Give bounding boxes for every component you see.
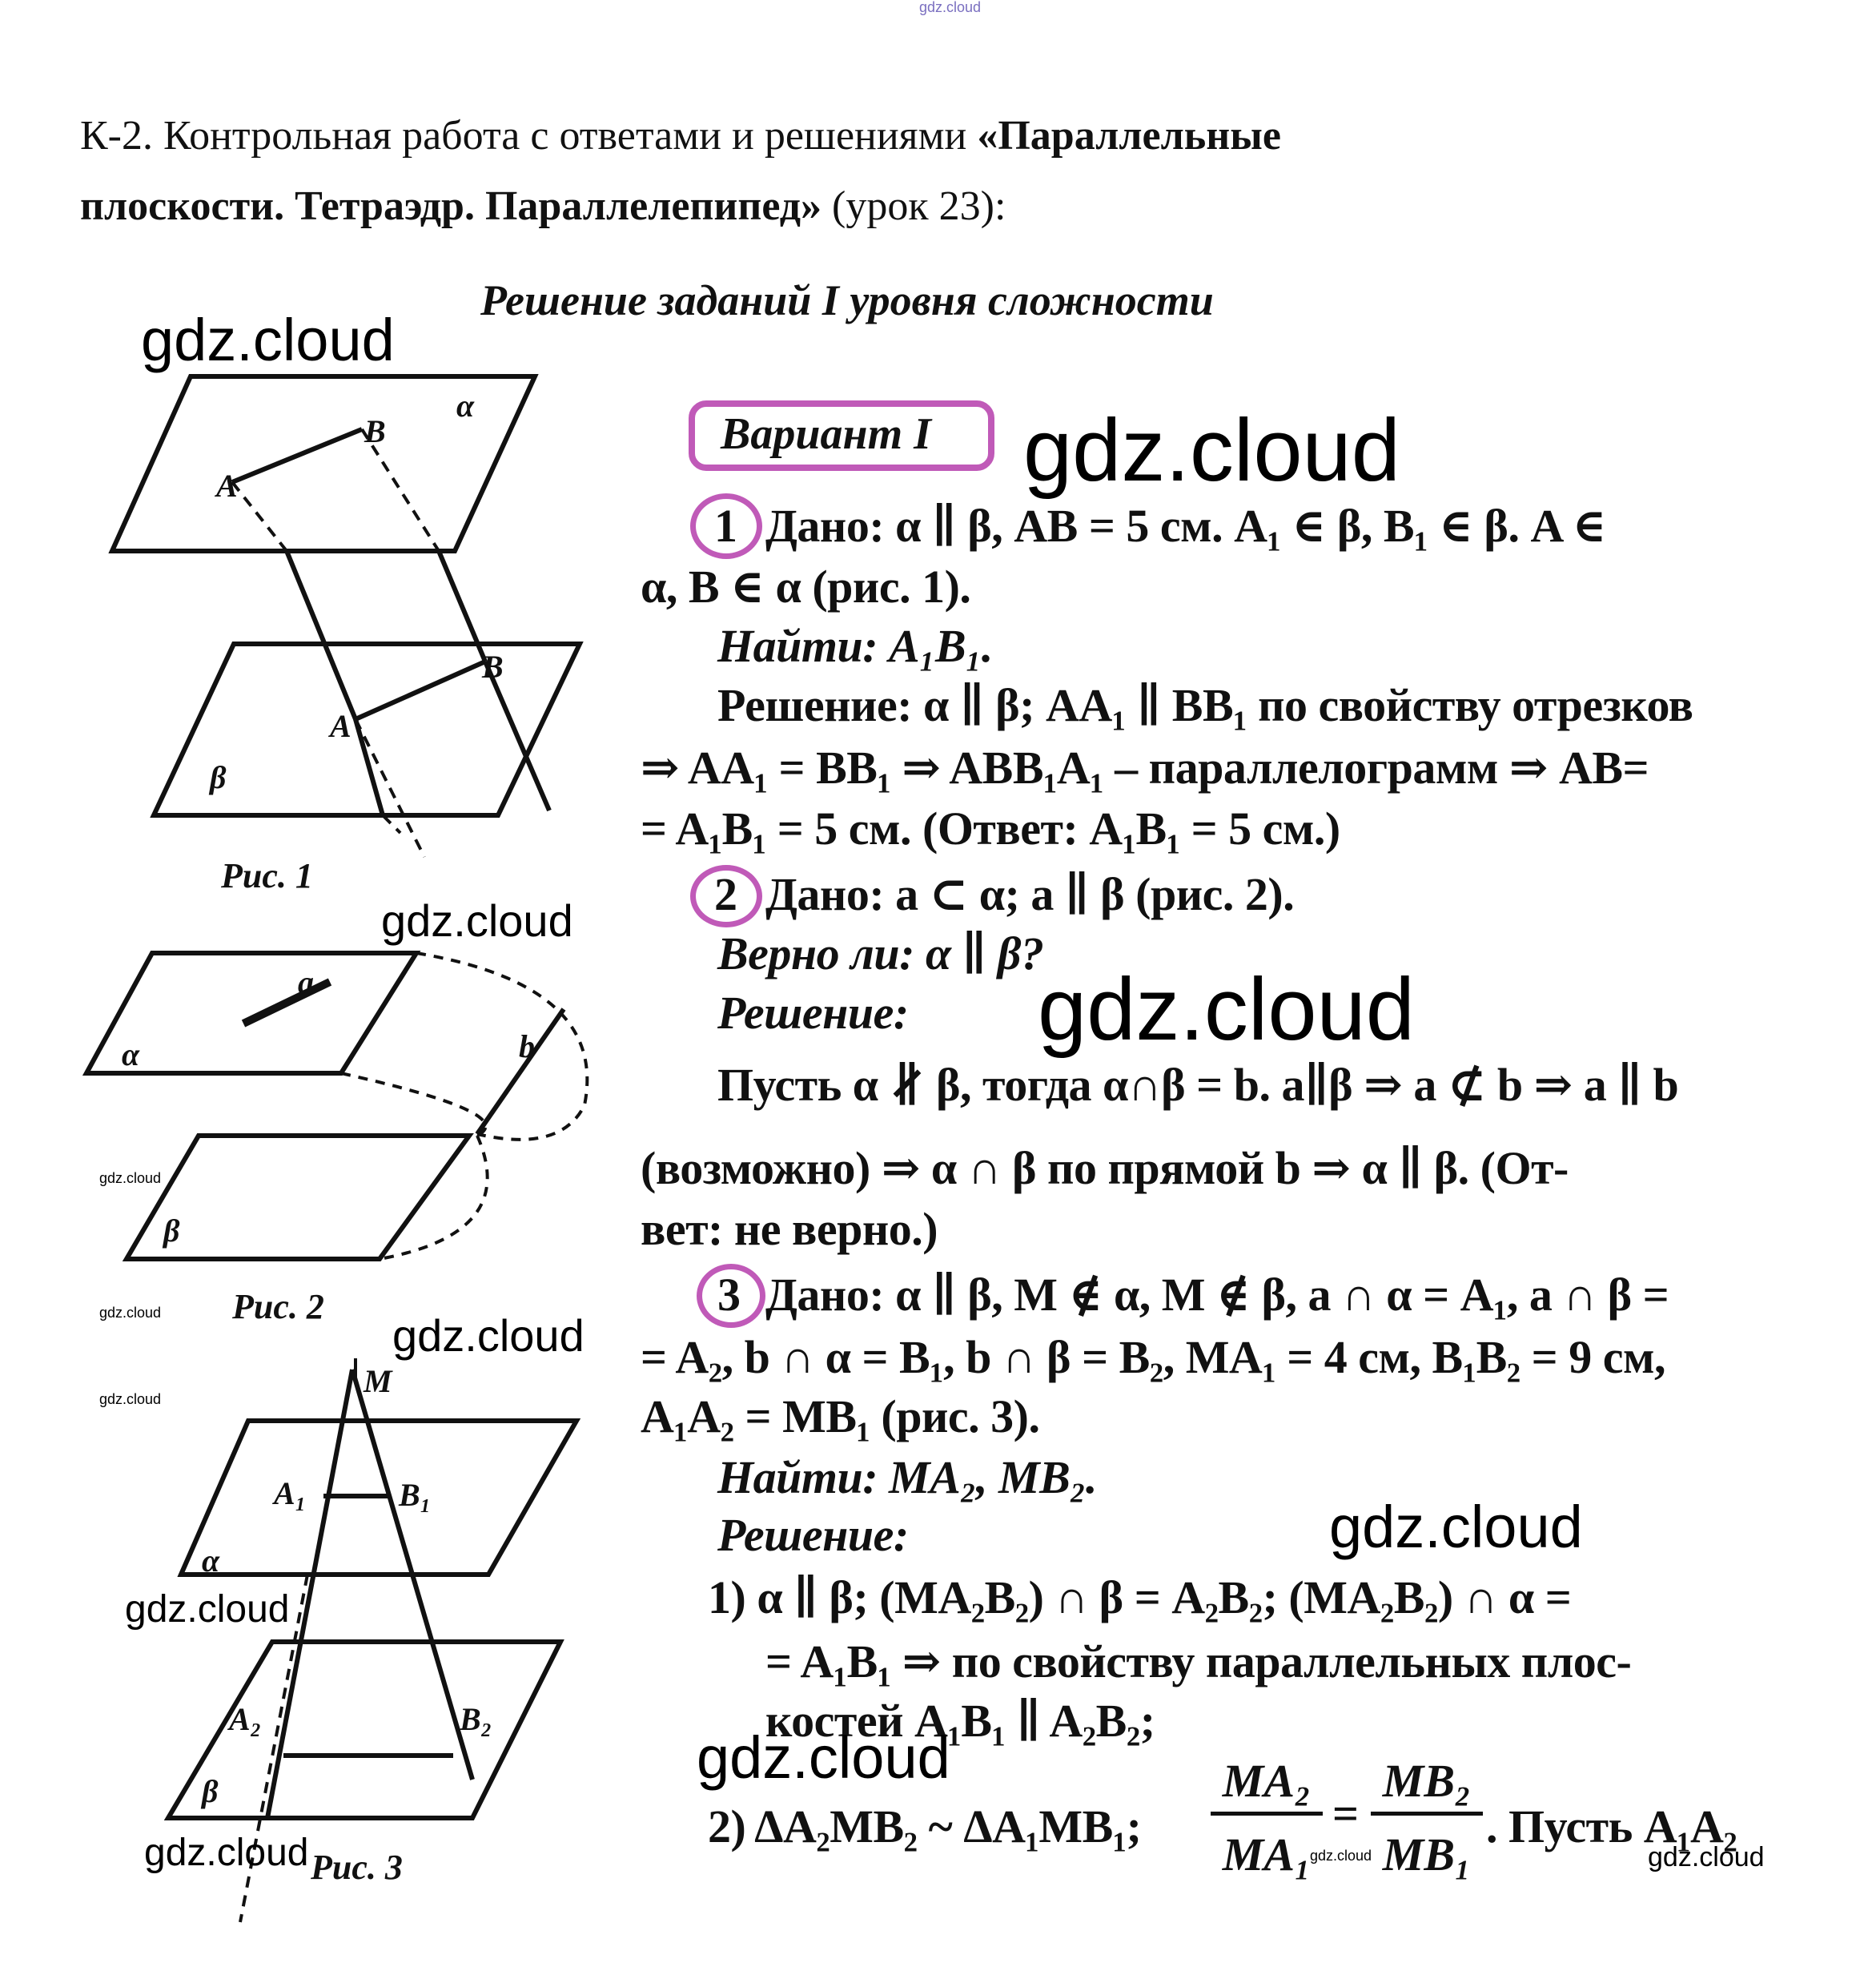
p2-solution-line3: вет: не верно.) — [641, 1203, 938, 1255]
p1-solution-line3: = A₁B₁ = 5 см. (Ответ: A₁B₁ = 5 см.) — [641, 802, 1340, 855]
fig3-label-alpha: α — [202, 1543, 220, 1579]
figure-stroke — [341, 1073, 485, 1136]
watermark-1: gdz.cloud — [141, 307, 395, 373]
fraction-equals: = — [1332, 1788, 1359, 1840]
fig1-label-b1: B — [482, 649, 504, 685]
fig2-label-a: a — [298, 964, 314, 1000]
fig2-line-a — [243, 982, 330, 1024]
section-title: Решение заданий I уровня сложности — [480, 276, 1214, 324]
p3-given-line1: Дано: α ∥ β, M ∉ α, M ∉ β, a ∩ α = A₁, a ∩ β = — [765, 1269, 1669, 1321]
fig3-caption: Рис. 3 — [311, 1848, 403, 1887]
watermark-10: gdz.cloud — [125, 1588, 290, 1631]
p1-solution-line2: ⇒ AA₁ = BB₁ ⇒ ABB₁A₁ – параллелограмм ⇒ AB= — [641, 742, 1649, 794]
fig2-label-b: b — [519, 1028, 535, 1064]
p2-given: Дано: a ⊂ α; a ∥ β (рис. 2). — [765, 868, 1295, 920]
fig2-label-alpha: α — [122, 1036, 140, 1072]
fig1-label-beta: β — [210, 759, 227, 795]
fig3-label-a2: A₂ — [229, 1701, 262, 1737]
top-watermark: gdz.cloud — [919, 0, 982, 15]
p1-find: Найти: A₁B₁. — [717, 620, 993, 672]
fig3-label-a1: A₁ — [274, 1475, 307, 1511]
p2-number: 2 — [714, 868, 737, 920]
title-bold-1: «Параллельные — [977, 113, 1281, 159]
fig3-label-b1: B₁ — [399, 1477, 432, 1513]
fig2-label-beta: β — [163, 1213, 180, 1249]
watermark-2: gdz.cloud — [1023, 401, 1400, 500]
p3-step1-line1: 1) α ∥ β; (MA₂B₂) ∩ β = A₂B₂; (MA₂B₂) ∩ α = — [708, 1571, 1572, 1623]
figure-stroke — [383, 815, 400, 833]
figure-stroke — [356, 719, 424, 857]
p1-given-line1: Дано: α ∥ β, AB = 5 см. A₁ ∈ β, B₁ ∈ β. A ∈ — [765, 500, 1607, 552]
fig3-label-beta: β — [202, 1773, 219, 1809]
figure-stroke — [232, 482, 287, 551]
p1-solution-line1: Решение: α ∥ β; AA₁ ∥ BB₁ по свойству отрезков — [717, 679, 1693, 731]
fig1-label-b: B — [364, 413, 386, 449]
fig1-caption: Рис. 1 — [221, 856, 313, 895]
p2-solution-label: Решение: — [717, 987, 909, 1039]
watermark-11: gdz.cloud — [697, 1724, 950, 1791]
watermark-13: gdz.cloud — [1310, 1848, 1372, 1864]
p1-given-line2: α, B ∈ α (рис. 1). — [641, 561, 971, 613]
fraction-1-bar — [1211, 1812, 1323, 1816]
watermark-5: gdz.cloud — [99, 1170, 162, 1186]
title-bold-2: плоскости. Тетраэдр. Параллелепипед» — [80, 183, 822, 229]
fig1-segment-ab — [232, 429, 362, 482]
figure-stroke — [416, 953, 587, 1140]
p2-solution-line1: Пусть α ∦ β, тогда α∩β = b. a∥β ⇒ a ⊄ b ⇒ a ∥ b — [717, 1059, 1679, 1111]
p3-given-line3: A₁A₂ = MB₁ (рис. 3). — [641, 1390, 1040, 1442]
p3-number: 3 — [717, 1269, 741, 1321]
p3-find: Найти: MA₂, MB₂. — [717, 1451, 1098, 1503]
figure-stroke — [356, 719, 383, 815]
fig3-label-m: M — [364, 1363, 392, 1399]
p3-step2-suffix: . Пусть A₁A₂ — [1486, 1800, 1737, 1852]
fraction-1-denominator: MA₁ — [1222, 1828, 1312, 1880]
watermark-9: gdz.cloud — [1329, 1494, 1583, 1560]
fig3-plane-beta — [168, 1642, 560, 1818]
p2-question: Верно ли: α ∥ β? — [717, 927, 1044, 979]
p3-solution-label: Решение: — [717, 1509, 909, 1561]
fig1-label-a: A — [216, 468, 238, 504]
watermark-8: gdz.cloud — [99, 1391, 162, 1407]
watermark-4: gdz.cloud — [1038, 960, 1415, 1059]
title-suffix: (урок 23): — [822, 183, 1006, 229]
figures-svg — [0, 0, 609, 1983]
fraction-2-denominator: MB₁ — [1382, 1828, 1472, 1880]
fig1-label-alpha: α — [456, 388, 475, 424]
title-prefix: К-2. Контрольная работа с ответами и решениями — [80, 113, 978, 159]
watermark-14: gdz.cloud — [1648, 1842, 1765, 1872]
fig1-segment-a1b1 — [356, 662, 485, 719]
p3-given-line2: = A₂, b ∩ α = B₁, b ∩ β = B₂, MA₁ = 4 см, B₁B₂ = 9 см, — [641, 1331, 1665, 1383]
fig3-label-b2: B₂ — [460, 1701, 492, 1737]
p3-step1-line2: = A₁B₁ ⇒ по свойству параллельных плос- — [765, 1635, 1632, 1687]
p3-step1-line3: костей A₁B₁ ∥ A₂B₂; — [765, 1695, 1155, 1747]
p3-step2-prefix: 2) ΔA₂MB₂ ~ ΔA₁MB₁; — [708, 1800, 1142, 1852]
fig2-caption: Рис. 2 — [232, 1287, 324, 1326]
p1-number: 1 — [714, 500, 737, 552]
watermark-7: gdz.cloud — [392, 1310, 584, 1361]
figure-stroke — [287, 551, 356, 719]
variant-label: Вариант I — [721, 409, 931, 459]
watermark-12: gdz.cloud — [144, 1832, 309, 1874]
fig1-label-a1: A — [330, 708, 351, 744]
fraction-1-numerator: MA₂ — [1222, 1755, 1312, 1807]
fraction-2-bar — [1371, 1812, 1483, 1816]
p2-solution-line2: (возможно) ⇒ α ∩ β по прямой b ⇒ α ∥ β. (От- — [641, 1142, 1569, 1194]
fraction-2-numerator: MB₂ — [1382, 1755, 1472, 1807]
watermark-6: gdz.cloud — [99, 1305, 162, 1321]
watermark-3: gdz.cloud — [381, 895, 573, 946]
